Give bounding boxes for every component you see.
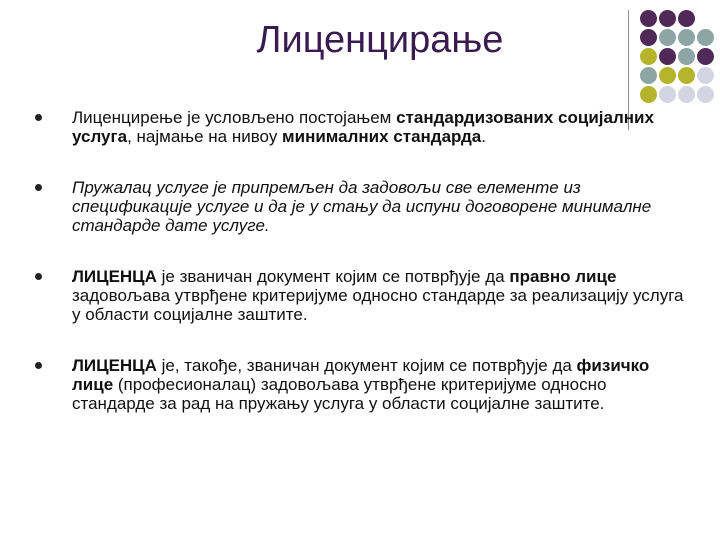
- bullet-dot-icon: [35, 184, 42, 191]
- dot: [659, 67, 676, 84]
- bullet-dot-icon: [35, 273, 42, 280]
- bold-text: ЛИЦЕНЦА: [72, 356, 157, 375]
- text-run: (професионалац) задовољава утврђене критеријуме односно стандарде за рад на пружању услуга у области социјалне заштите.: [72, 375, 607, 413]
- text-run: .: [481, 127, 486, 146]
- dot: [678, 29, 695, 46]
- dot: [697, 29, 714, 46]
- bold-text: стандардизованих социјалних услуга: [72, 108, 654, 146]
- dot: [678, 86, 695, 103]
- dot: [659, 29, 676, 46]
- bold-text: физичко лице: [72, 356, 650, 394]
- bullet-item: [32, 356, 692, 413]
- italic-text: Пружалац услуге је припремљен да задовољи све елементе из спецификације услуге и да је у стању да испуни договорене минималне стандарде дате услуге.: [72, 178, 652, 235]
- dot: [697, 48, 714, 65]
- dot: [659, 10, 676, 27]
- bold-text: минималних стандарда: [282, 127, 482, 146]
- text-run: Лиценцирење је условљено постојањем: [72, 108, 397, 127]
- decorative-dot-grid: [640, 10, 720, 120]
- dot: [640, 10, 657, 27]
- dot: [697, 67, 714, 84]
- bullet-item: [32, 178, 692, 235]
- dot: [659, 86, 676, 103]
- slide-title: Лиценцирање: [256, 19, 504, 61]
- dot: [678, 48, 695, 65]
- dot: [697, 86, 714, 103]
- dot: [640, 29, 657, 46]
- bold-text: ЛИЦЕНЦА: [72, 267, 157, 286]
- dot: [659, 48, 676, 65]
- dot: [640, 67, 657, 84]
- text-run: је званичан документ којим се потврђује да: [156, 267, 510, 286]
- text-run: је, такође, званичан документ којим се потврђује да: [156, 356, 577, 375]
- dot: [678, 10, 695, 27]
- bold-text: правно лице: [509, 267, 617, 286]
- bullet-item: [32, 108, 692, 146]
- dot: [678, 67, 695, 84]
- bullet-dot-icon: [35, 362, 42, 369]
- text-run: , најмање на нивоу: [127, 127, 283, 146]
- dot: [640, 86, 657, 103]
- text-run: задовољава утврђене критеријуме односно стандарде за реализацију услуга у области социјалне заштите.: [72, 286, 684, 324]
- dot: [640, 48, 657, 65]
- bullet-dot-icon: [35, 114, 42, 121]
- bullet-item: [32, 267, 692, 324]
- bullet-list: [32, 108, 692, 413]
